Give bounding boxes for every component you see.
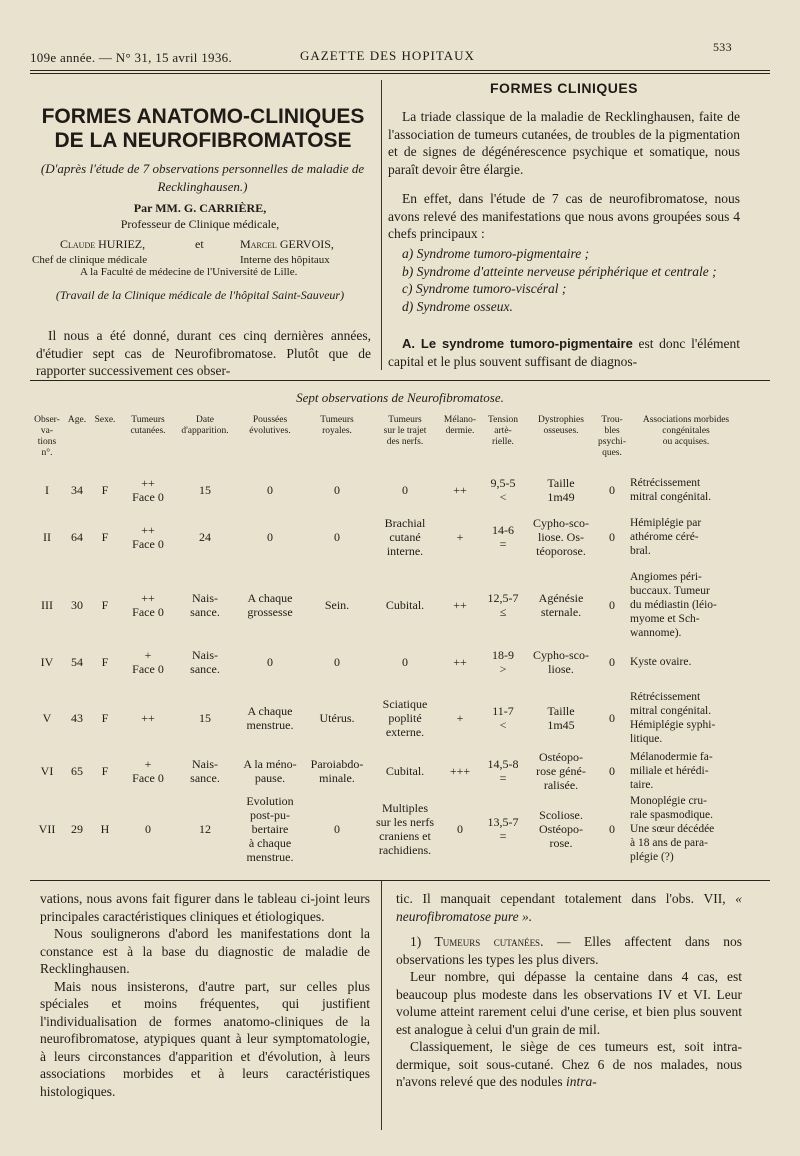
table-cell-wrapper bbox=[176, 470, 234, 510]
table-cell-wrapper bbox=[176, 570, 234, 640]
br-paragraph-4 bbox=[396, 1038, 742, 1091]
title-line-2: DE LA NEUROFIBROMATOSE bbox=[54, 129, 352, 152]
table-cell-wrapper bbox=[592, 512, 632, 562]
table-cell-wrapper bbox=[90, 570, 120, 640]
table-cell: ++ Face 0 bbox=[132, 476, 164, 504]
article-title bbox=[38, 105, 368, 153]
br-p1-italic: « neurofibromatose pure ». bbox=[396, 891, 743, 924]
byline-authors: Par MM. G. CARRIÈRE, bbox=[133, 201, 267, 215]
table-cell: 0 bbox=[402, 655, 408, 669]
table-cell: Sciatique poplité externe. bbox=[382, 697, 428, 739]
table-cell: Cubital. bbox=[385, 764, 425, 778]
table-cell-wrapper bbox=[305, 642, 369, 682]
column-header: Mélano- dermie. bbox=[443, 415, 477, 436]
table-cell: 29 bbox=[71, 822, 83, 836]
table-cell-wrapper bbox=[528, 690, 594, 746]
table-bottom-rule bbox=[30, 880, 770, 881]
table-cell-wrapper bbox=[32, 512, 62, 562]
table-cell-wrapper bbox=[528, 512, 594, 562]
section-paragraph-3 bbox=[388, 335, 740, 370]
bl-paragraph-2: Nous soulignerons d'abord les manifestations dont la constance est à la base du diagnostic de maladie de Recklinghausen. bbox=[40, 926, 370, 976]
column-header: Sexe. bbox=[94, 415, 116, 425]
table-cell: Angiomes péri- buccaux. Tumeur du médiastin (léio- myome et Sch- wannome). bbox=[630, 571, 717, 639]
table-cell: + bbox=[456, 711, 464, 725]
table-cell: Nais- sance. bbox=[190, 648, 220, 676]
journal-name: GAZETTE DES HOPITAUX bbox=[300, 48, 475, 63]
table-cell-wrapper bbox=[62, 748, 92, 794]
table-cell: Nais- sance. bbox=[190, 757, 220, 785]
table-cell: 0 bbox=[402, 483, 408, 497]
column-header: Tumeurs cutanées. bbox=[130, 415, 166, 436]
section-paragraph-1: La triade classique de la maladie de Recklinghausen, faite de l'association de tumeurs cutanées, de troubles de la pigmentation et de signes de dégénérescence psychique et somatique, nous paraît devoir être élargie. bbox=[388, 109, 740, 177]
br-p2-text: Elles affectent dans nos observations les types les plus divers. bbox=[396, 934, 742, 967]
table-cell: 24 bbox=[199, 530, 211, 544]
table-cell: 0 bbox=[267, 655, 273, 669]
table-cell: 64 bbox=[71, 530, 83, 544]
table-cell-wrapper bbox=[122, 570, 174, 640]
table-cell-wrapper bbox=[176, 512, 234, 562]
table-cell-wrapper bbox=[630, 470, 742, 510]
table-cell: +++ bbox=[449, 764, 471, 778]
table-cell-wrapper bbox=[528, 748, 594, 794]
table-cell-wrapper bbox=[440, 690, 480, 746]
byline-role: Professeur de Clinique médicale, bbox=[120, 217, 280, 231]
table-cell-wrapper bbox=[122, 642, 174, 682]
table-cell-wrapper bbox=[370, 748, 440, 794]
table-cell-wrapper bbox=[440, 748, 480, 794]
table-cell-wrapper bbox=[370, 470, 440, 510]
table-cell-wrapper bbox=[592, 690, 632, 746]
affiliation: A la Faculté de médecine de l'Université de Lille. bbox=[80, 266, 298, 278]
coauthor-and: et bbox=[195, 237, 204, 251]
table-top-rule bbox=[30, 380, 770, 381]
table-cell-wrapper bbox=[440, 512, 480, 562]
table-cell: Brachial cutané interne. bbox=[384, 516, 426, 558]
section-paragraph-2: En effet, dans l'étude de 7 cas de neurofibromatose, nous avons relevé des manifestations que nous avons groupées sous 4 chefs principaux : bbox=[388, 191, 740, 241]
table-cell: Utérus. bbox=[319, 711, 355, 725]
table-cell: 0 bbox=[334, 822, 340, 836]
table-cell: 9,5-5 < bbox=[490, 476, 516, 504]
table-cell-wrapper bbox=[62, 570, 92, 640]
title-line-1: FORMES ANATOMO-CLINIQUES bbox=[41, 105, 365, 128]
table-cell: 0 bbox=[609, 764, 615, 778]
table-cell: 12 bbox=[199, 822, 211, 836]
bl-paragraph-3: Mais nous insisterons, d'autre part, sur celles plus spéciales et moins fréquentes, qui justifient l'individualisation de formes anatomo-cliniques de la neurofibromatose, atypiques quant à leur symptomatologie, à leurs circonstances d'apparition et d'évolution, à leurs associations morbides et à leurs caractéristiques histologiques. bbox=[40, 978, 370, 1099]
syndrome-a: a) Syndrome tumoro-pigmentaire ; bbox=[402, 246, 590, 261]
table-cell-wrapper bbox=[630, 570, 742, 640]
table-cell-wrapper bbox=[440, 570, 480, 640]
br-paragraph-3: Leur nombre, qui dépasse la centaine dans 4 cas, est beaucoup plus modeste dans les observations IV et VI. Leur volume atteint rarement celui d'une cerise, et bien plus souvent est analogue à celui d'un grain de mil. bbox=[396, 969, 742, 1037]
table-cell-wrapper bbox=[630, 512, 742, 562]
coauthor-2: Marcel GERVOIS, bbox=[240, 237, 334, 251]
table-cell-wrapper bbox=[237, 748, 303, 794]
syndrome-c: c) Syndrome tumoro-viscéral ; bbox=[402, 281, 567, 296]
table-cell: 18-9 > bbox=[492, 648, 514, 676]
table-cell: F bbox=[101, 764, 109, 778]
table-cell: 0 bbox=[334, 655, 340, 669]
byline bbox=[40, 200, 360, 232]
table-cell-wrapper bbox=[592, 642, 632, 682]
table-cell: VII bbox=[38, 822, 56, 836]
table-cell-wrapper bbox=[440, 798, 480, 860]
table-cell-wrapper bbox=[32, 642, 62, 682]
table-cell-wrapper bbox=[237, 512, 303, 562]
bottom-right-text bbox=[396, 890, 742, 1091]
table-cell: 54 bbox=[71, 655, 83, 669]
table-cell-wrapper bbox=[62, 690, 92, 746]
table-cell: Kyste ovaire. bbox=[630, 656, 692, 668]
column-header: Dystrophies osseuses. bbox=[538, 415, 584, 436]
table-cell: Cubital. bbox=[385, 598, 425, 612]
table-cell-wrapper bbox=[237, 642, 303, 682]
table-cell-wrapper bbox=[176, 642, 234, 682]
table-cell: Rétrécissement mitral congénital. Hémiplégie syphi- litique. bbox=[630, 691, 716, 745]
br-p1-text: tic. Il manquait cependant totalement dans l'obs. VII, bbox=[396, 891, 726, 906]
br-paragraph-1 bbox=[396, 890, 742, 925]
issue-info: 109e année. — N° 31, 15 avril 1936. bbox=[30, 50, 232, 65]
table-cell: VI bbox=[40, 764, 54, 778]
table-cell-wrapper bbox=[370, 798, 440, 860]
table-cell: F bbox=[101, 483, 109, 497]
table-cell-wrapper bbox=[478, 642, 528, 682]
table-cell-wrapper bbox=[90, 798, 120, 860]
column-header: Tumeurs sur le trajet des nerfs. bbox=[383, 415, 427, 447]
table-cell: 0 bbox=[609, 655, 615, 669]
table-cell-wrapper bbox=[630, 748, 742, 794]
table-cell: 30 bbox=[71, 598, 83, 612]
table-cell: + Face 0 bbox=[132, 757, 164, 785]
table-cell: 43 bbox=[71, 711, 83, 725]
table-cell: 34 bbox=[71, 483, 83, 497]
table-cell: ++ Face 0 bbox=[132, 523, 164, 551]
table-cell: F bbox=[101, 655, 109, 669]
table-cell: 0 bbox=[334, 530, 340, 544]
table-cell: 0 bbox=[609, 483, 615, 497]
article-subtitle: (D'après l'étude de 7 observations personnelles de maladie de Recklinghausen.) bbox=[40, 161, 365, 194]
table-cell: H bbox=[100, 822, 110, 836]
table-cell: 65 bbox=[71, 764, 83, 778]
table-cell-wrapper bbox=[32, 570, 62, 640]
table-cell: A chaque menstrue. bbox=[246, 704, 294, 732]
table-cell-wrapper bbox=[122, 798, 174, 860]
table-cell: 0 bbox=[609, 711, 615, 725]
bl-paragraph-1: vations, nous avons fait figurer dans le tableau ci-joint leurs principales caractéristiques cliniques et étiologiques. bbox=[40, 891, 370, 924]
table-cell-wrapper bbox=[478, 512, 528, 562]
table-cell: 0 bbox=[145, 822, 151, 836]
column-header: Obser- va- tions n°. bbox=[34, 415, 60, 458]
table-cell-wrapper bbox=[32, 470, 62, 510]
table-cell: 0 bbox=[609, 598, 615, 612]
table-cell-wrapper bbox=[440, 642, 480, 682]
page-number: 533 bbox=[713, 40, 732, 54]
table-cell-wrapper bbox=[592, 570, 632, 640]
table-cell-wrapper bbox=[90, 470, 120, 510]
table-cell: Hémiplégie par athérome céré- bral. bbox=[630, 517, 702, 557]
table-cell-wrapper bbox=[305, 690, 369, 746]
table-cell-wrapper bbox=[237, 794, 303, 864]
br-p4-italic: intra- bbox=[566, 1074, 597, 1089]
table-cell-wrapper bbox=[478, 470, 528, 510]
table-cell: 0 bbox=[457, 822, 463, 836]
table-cell: ++ bbox=[453, 598, 467, 612]
table-cell-wrapper bbox=[592, 470, 632, 510]
table-cell: ++ bbox=[453, 655, 467, 669]
table-cell-wrapper bbox=[305, 798, 369, 860]
table-cell: I bbox=[45, 483, 49, 497]
table-cell: Mélanodermie fa- miliale et hérédi- taire. bbox=[630, 751, 713, 791]
table-cell: A la méno- pause. bbox=[243, 757, 297, 785]
table-cell-wrapper bbox=[528, 470, 594, 510]
table-cell-wrapper bbox=[32, 798, 62, 860]
table-cell-wrapper bbox=[370, 512, 440, 562]
table-cell: IV bbox=[40, 655, 54, 669]
table-cell: V bbox=[42, 711, 52, 725]
syndrome-b: b) Syndrome d'atteinte nerveuse périphérique et centrale ; bbox=[402, 263, 717, 279]
table-cell: ++ bbox=[141, 711, 155, 725]
table-cell: Rétrécissement mitral congénital. bbox=[630, 477, 712, 503]
table-cell-wrapper bbox=[440, 470, 480, 510]
table-cell-wrapper bbox=[237, 690, 303, 746]
table-cell: 14,5-8 = bbox=[487, 757, 519, 785]
table-cell-wrapper bbox=[370, 690, 440, 746]
table-cell: Taille 1m49 bbox=[547, 476, 575, 504]
table-cell-wrapper bbox=[478, 798, 528, 860]
column-header: Tension artè- rielle. bbox=[488, 415, 518, 447]
table-cell-wrapper bbox=[62, 798, 92, 860]
table-cell: 11-7 < bbox=[492, 704, 514, 732]
table-cell-wrapper bbox=[90, 748, 120, 794]
table-cell-wrapper bbox=[237, 470, 303, 510]
table-cell: + Face 0 bbox=[132, 648, 164, 676]
table-cell: ++ Face 0 bbox=[132, 591, 164, 619]
table-cell: 0 bbox=[267, 530, 273, 544]
table-cell-wrapper bbox=[122, 690, 174, 746]
syndrome-a-text: est donc l'élément capital et le plus souvent suffisant de diagnos- bbox=[388, 336, 741, 369]
table-cell: II bbox=[43, 530, 51, 544]
table-cell-wrapper bbox=[478, 748, 528, 794]
syndrome-d: d) Syndrome osseux. bbox=[402, 298, 513, 314]
table-cell: 14-6 = bbox=[492, 523, 514, 551]
table-cell-wrapper bbox=[630, 690, 742, 746]
table-cell: 0 bbox=[609, 530, 615, 544]
work-note: (Travail de la Clinique médicale de l'hôpital Saint-Sauveur) bbox=[55, 288, 345, 302]
table-cell: ++ bbox=[453, 483, 467, 497]
table-cell-wrapper bbox=[305, 748, 369, 794]
table-caption: Sept observations de Neurofibromatose. bbox=[296, 390, 504, 405]
intro-paragraph: Il nous a été donné, durant ces cinq dernières années, d'étudier sept cas de Neurofibromatose. Plutôt que de rapporter successivement ces obser- bbox=[36, 328, 371, 378]
table-cell-wrapper bbox=[90, 642, 120, 682]
table-cell: 0 bbox=[609, 822, 615, 836]
table-cell-wrapper bbox=[237, 570, 303, 640]
table-cell-wrapper bbox=[528, 798, 594, 860]
table-cell: Cypho-sco- liose. bbox=[533, 648, 589, 676]
table-cell: A chaque grossesse bbox=[247, 591, 293, 619]
table-cell-wrapper bbox=[32, 748, 62, 794]
coauthor-2-role: Interne des hôpitaux bbox=[240, 254, 330, 266]
column-header: Poussées évolutives. bbox=[249, 415, 291, 436]
table-cell: Multiples sur les nerfs craniens et rachidiens. bbox=[376, 801, 434, 857]
column-header: Associations morbides congénitales ou acquises. bbox=[642, 415, 730, 447]
table-cell-wrapper bbox=[370, 570, 440, 640]
table-cell: F bbox=[101, 530, 109, 544]
br-p2-lead: 1) Tumeurs cutanées. — bbox=[410, 934, 571, 949]
table-cell: Taille 1m45 bbox=[547, 704, 575, 732]
column-header: Trou- bles psychi- ques. bbox=[598, 415, 626, 458]
header-rule bbox=[30, 70, 770, 71]
table-cell: Agénésie sternale. bbox=[538, 591, 584, 619]
table-cell-wrapper bbox=[122, 748, 174, 794]
table-cell-wrapper bbox=[62, 512, 92, 562]
table-cell-wrapper bbox=[90, 690, 120, 746]
table-cell: III bbox=[41, 598, 53, 612]
table-cell: 0 bbox=[267, 483, 273, 497]
br-p4-text: Classiquement, le siège de ces tumeurs est, soit intra-dermique, soit sous-cutané. Chez 6 de nos malades, nous n'avons relevé que des nodules bbox=[396, 1039, 742, 1089]
table-cell-wrapper bbox=[176, 748, 234, 794]
table-cell: Scoliose. Ostéopo- rose. bbox=[539, 808, 583, 850]
table-cell-wrapper bbox=[592, 748, 632, 794]
table-cell-wrapper bbox=[62, 642, 92, 682]
table-cell-wrapper bbox=[630, 642, 742, 682]
table-cell-wrapper bbox=[305, 470, 369, 510]
table-cell: Ostéopo- rose géné- ralisée. bbox=[536, 750, 586, 792]
table-cell: + bbox=[456, 530, 464, 544]
coauthor-1-role: Chef de clinique médicale bbox=[32, 254, 148, 266]
br-paragraph-2 bbox=[396, 933, 742, 968]
table-cell-wrapper bbox=[122, 470, 174, 510]
table-cell-wrapper bbox=[305, 512, 369, 562]
column-divider-top bbox=[381, 80, 382, 370]
table-cell: 15 bbox=[199, 483, 211, 497]
column-header: Date d'apparition. bbox=[181, 415, 229, 436]
table-cell-wrapper bbox=[90, 512, 120, 562]
table-cell: 13,5-7 = bbox=[487, 815, 519, 843]
column-header: Age. bbox=[67, 415, 87, 425]
table-cell-wrapper bbox=[592, 798, 632, 860]
coauthor-1: Claude HURIEZ, bbox=[60, 237, 146, 251]
syndrome-list bbox=[402, 245, 740, 315]
table-cell: 12,5-7 ≤ bbox=[487, 591, 519, 619]
table-cell-wrapper bbox=[630, 795, 742, 863]
table-cell-wrapper bbox=[528, 642, 594, 682]
table-cell-wrapper bbox=[305, 570, 369, 640]
section-heading: FORMES CLINIQUES bbox=[490, 80, 639, 96]
table-cell-wrapper bbox=[122, 512, 174, 562]
table-cell: Monoplégie cru- rale spasmodique. Une sœur décédée à 18 ans de para- plégie (?) bbox=[630, 795, 715, 863]
table-cell: 15 bbox=[199, 711, 211, 725]
table-cell-wrapper bbox=[478, 570, 528, 640]
column-divider-bottom bbox=[381, 880, 382, 1130]
table-cell-wrapper bbox=[62, 470, 92, 510]
table-cell-wrapper bbox=[32, 690, 62, 746]
syndrome-a-lead: A. Le syndrome tumoro-pigmentaire bbox=[402, 336, 633, 351]
bottom-left-text bbox=[40, 890, 370, 1100]
table-cell-wrapper bbox=[176, 690, 234, 746]
table-cell: Nais- sance. bbox=[190, 591, 220, 619]
table-cell-wrapper bbox=[528, 570, 594, 640]
table-cell: Evolution post-pu- bertaire à chaque menstrue. bbox=[246, 794, 294, 864]
table-cell: Paroiabdo- minale. bbox=[310, 757, 364, 785]
table-cell-wrapper bbox=[176, 798, 234, 860]
table-cell: F bbox=[101, 598, 109, 612]
header-rule-2 bbox=[30, 73, 770, 74]
table-cell-wrapper bbox=[370, 642, 440, 682]
column-header: Tumeurs royales. bbox=[320, 415, 354, 436]
table-cell: 0 bbox=[334, 483, 340, 497]
table-cell-wrapper bbox=[478, 690, 528, 746]
table-cell: Sein. bbox=[324, 598, 350, 612]
table-cell: Cypho-sco- liose. Os- téoporose. bbox=[533, 516, 589, 558]
table-cell: F bbox=[101, 711, 109, 725]
